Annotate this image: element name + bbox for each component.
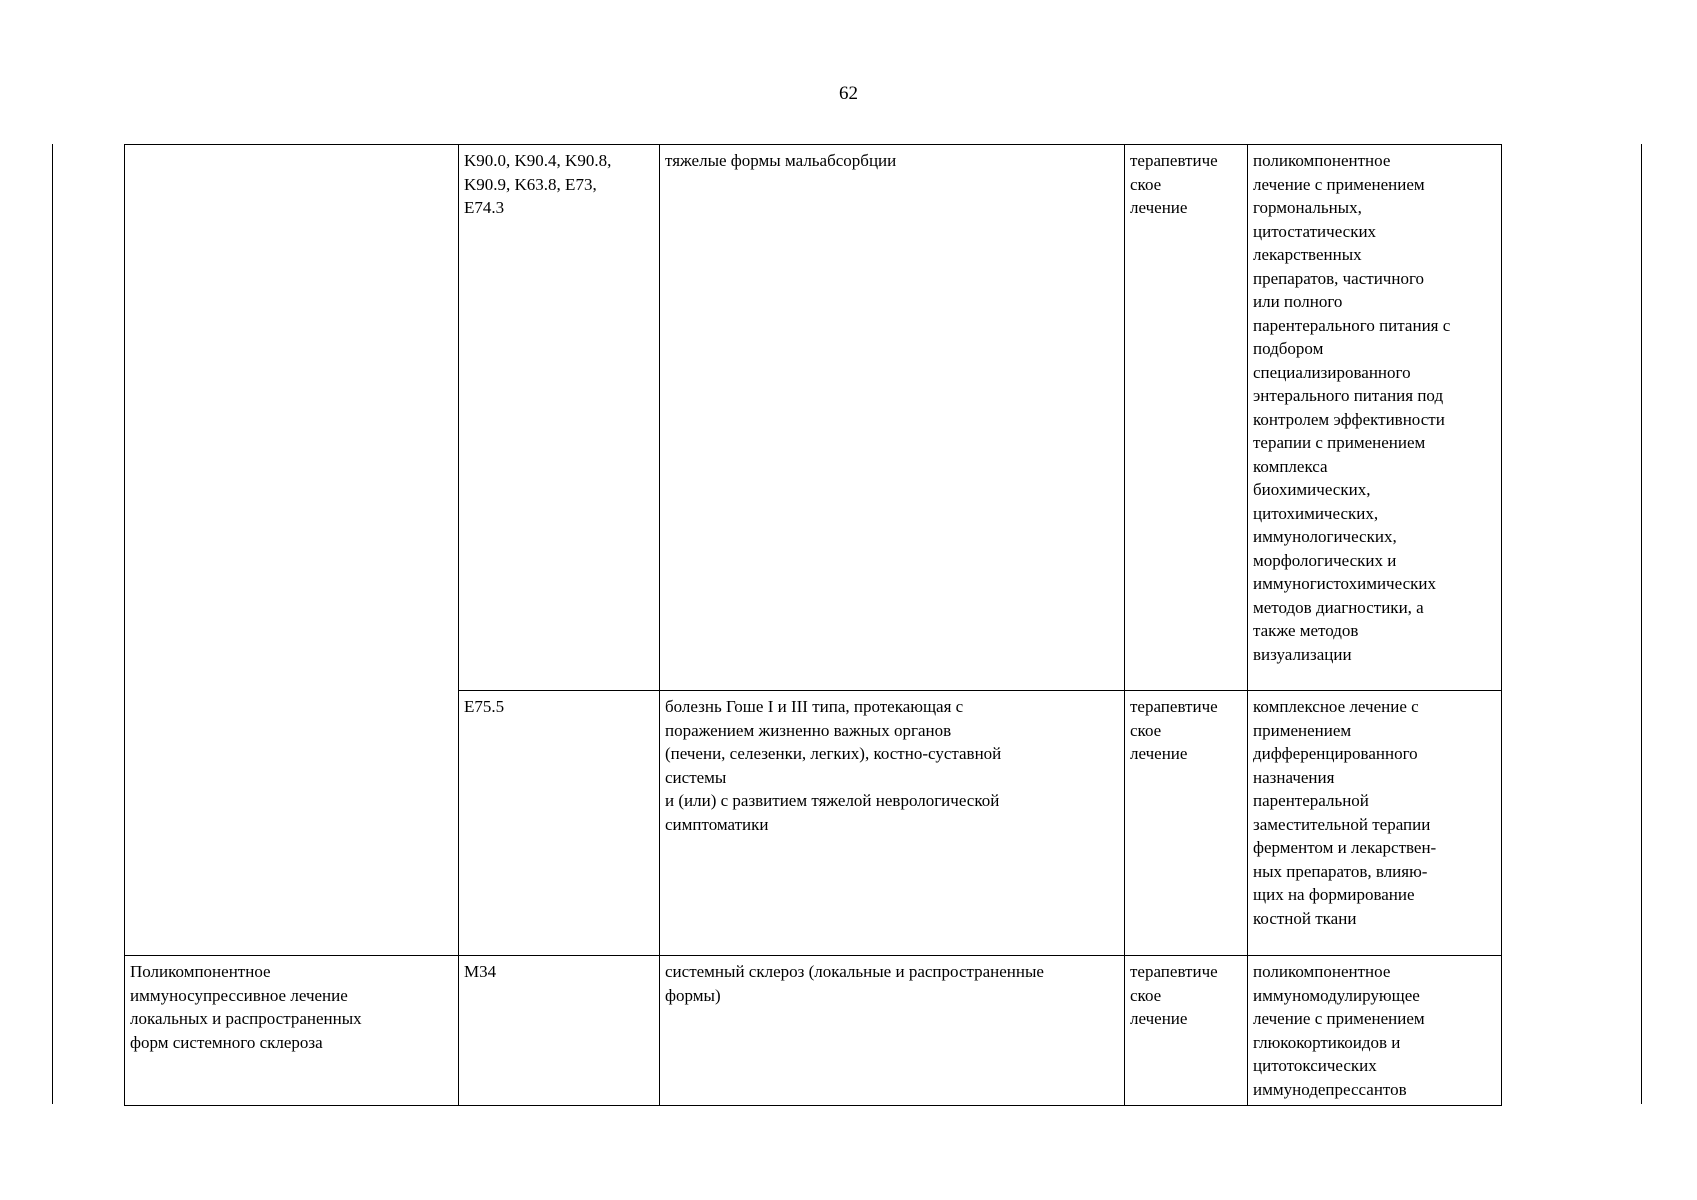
diagnosis-cell: тяжелые формы мальабсорбции (660, 145, 1125, 691)
treatment-type-cell: терапевтиче ское лечение (1125, 691, 1248, 956)
treatment-type-cell: терапевтиче ское лечение (1125, 956, 1248, 1106)
treatment-method-cell: поликомпонентное лечение с применением гормональных, цитостатических лекарственных препаратов, частичного или полного парентерального питания с подбором специализированного энтерального питания под контролем эффективности терапии с применением комплекса биохимических, цитохимических, иммунологических, морфологических и иммуногистохимических методов диагностики, а также методов визуализации (1248, 145, 1502, 691)
icd-codes-cell: M34 (459, 956, 660, 1106)
table-row (125, 691, 1502, 956)
page-number: 62 (839, 83, 858, 104)
treatment-table (124, 144, 1502, 1106)
table-row (125, 145, 1502, 691)
table-row (125, 956, 1502, 1106)
treatment-method-cell: поликомпонентное иммуномодулирующее лечение с применением глюкокортикоидов и цитотоксических иммунодепрессантов (1248, 956, 1502, 1106)
diagnosis-cell: системный склероз (локальные и распространенные формы) (660, 956, 1125, 1106)
left-margin-rule (52, 144, 53, 1104)
icd-codes-cell: E75.5 (459, 691, 660, 956)
icd-codes-cell: K90.0, K90.4, K90.8, K90.9, K63.8, E73, E74.3 (459, 145, 660, 691)
treatment-type-cell: терапевтиче ское лечение (1125, 145, 1248, 691)
treatment-method-cell: комплексное лечение с применением дифференцированного назначения парентеральной заместительной терапии ферментом и лекарствен- ных препаратов, влияю- щих на формирование костной ткани (1248, 691, 1502, 956)
treatment-name-cell (125, 691, 459, 956)
treatment-name-cell (125, 145, 459, 691)
treatment-name-cell: Поликомпонентное иммуносупрессивное лечение локальных и распространенных форм системного склероза (125, 956, 459, 1106)
diagnosis-cell: болезнь Гоше I и III типа, протекающая с поражением жизненно важных органов (печени, селезенки, легких), костно-суставной системы и (или) с развитием тяжелой неврологической симптоматики (660, 691, 1125, 956)
right-margin-rule (1641, 144, 1642, 1104)
